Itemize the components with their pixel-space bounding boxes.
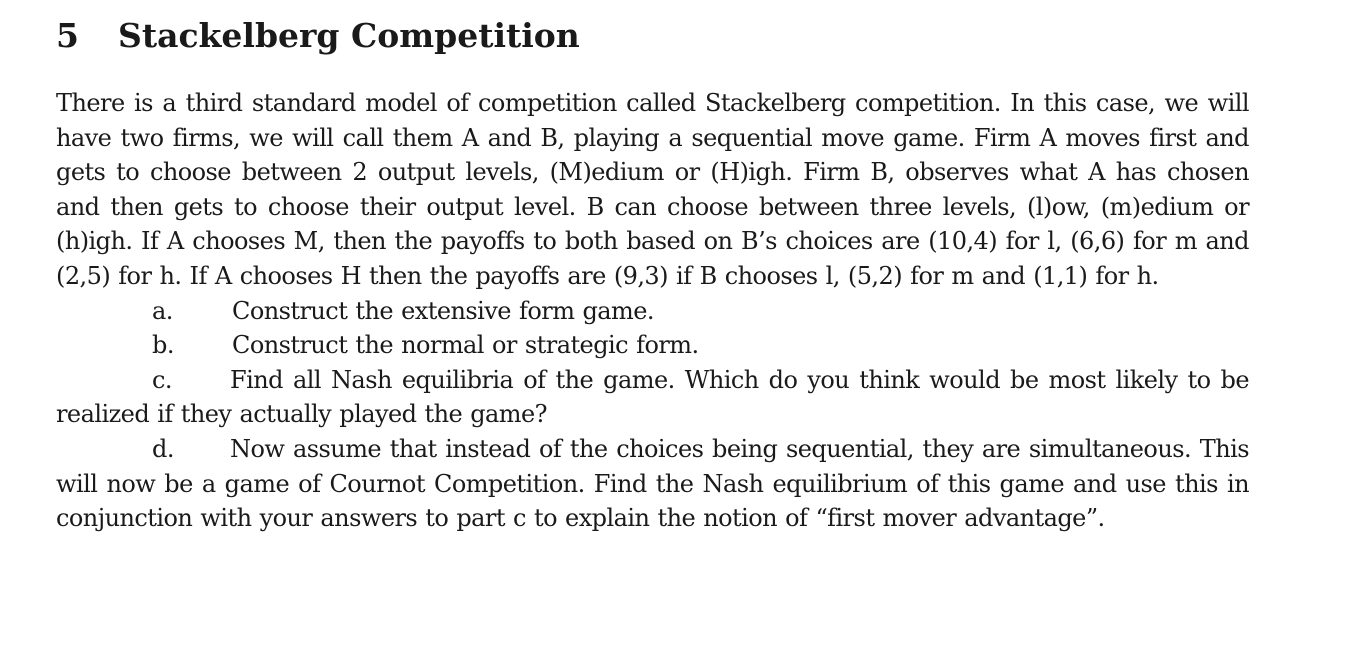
item-label: b. xyxy=(152,331,174,360)
section-heading xyxy=(56,14,580,58)
item-label: d. xyxy=(152,434,174,463)
item-a xyxy=(56,294,1249,329)
problem-body xyxy=(56,86,1249,536)
item-label: a. xyxy=(152,296,173,325)
section-title: Stackelberg Competition xyxy=(118,16,580,55)
item-d xyxy=(56,432,1249,536)
item-b xyxy=(56,328,1249,363)
item-c xyxy=(56,363,1249,432)
intro-paragraph: There is a third standard model of competition called Stackelberg competition. In this case, we will have two firms, we will call them A and B, playing a sequential move game. Firm A moves first and gets to choose between 2 output levels, (M)edium or (H)igh. Firm B, observes what A has chosen and then gets to choose their output level. B can choose between three levels, (l)ow, (m)edium or (h)igh. If A chooses M, then the payoffs to both based on B’s choices are (10,4) for l, (6,6) for m and (2,5) for h. If A chooses H then the payoffs are (9,3) if B chooses l, (5,2) for m and (1,1) for h. xyxy=(56,89,1249,290)
section-number: 5 xyxy=(56,16,79,55)
item-text: Construct the normal or strategic form. xyxy=(232,331,699,360)
item-text: Construct the extensive form game. xyxy=(232,296,654,325)
item-text: Now assume that instead of the choices being sequential, they are simultaneous. This will now be a game of Cournot Competition. Find the Nash equilibrium of this game and use this in conjunction with your answers to part c to explain the notion of “first mover advantage”. xyxy=(56,434,1249,533)
item-label: c. xyxy=(152,365,172,394)
item-text: Find all Nash equilibria of the game. Which do you think would be most likely to be realized if they actually played the game? xyxy=(56,365,1249,429)
